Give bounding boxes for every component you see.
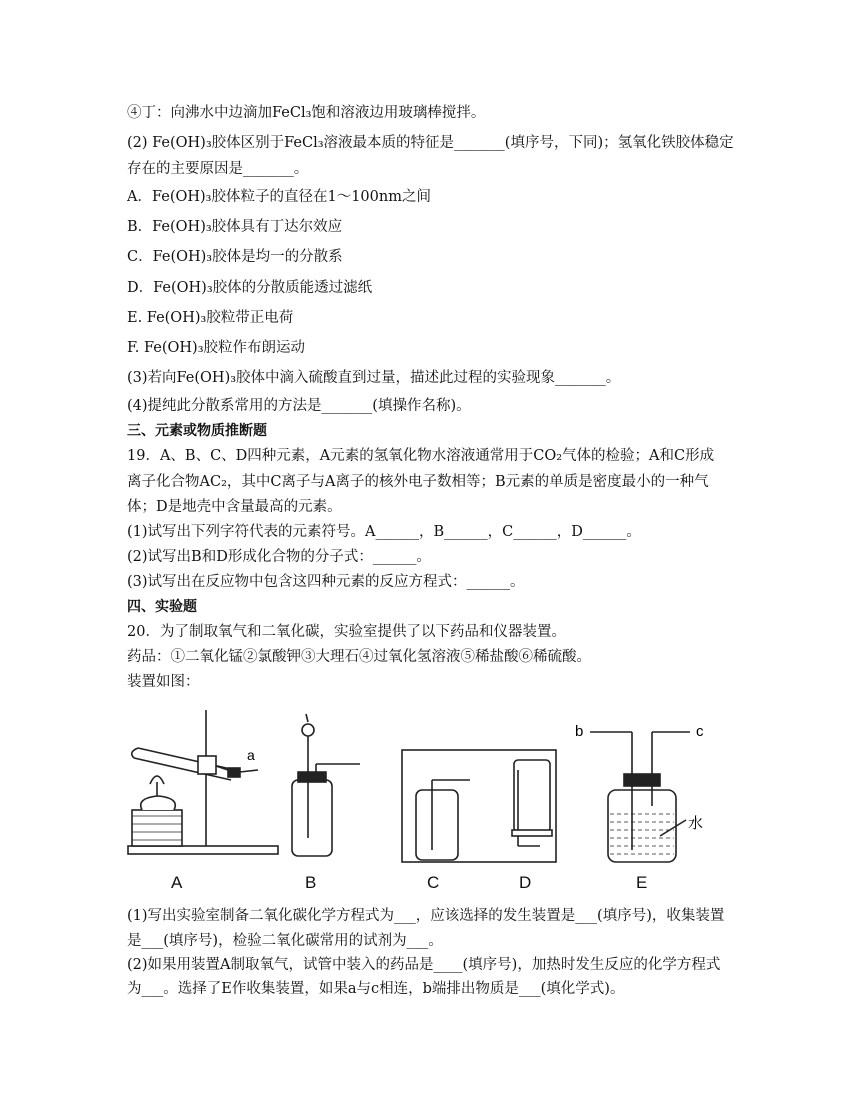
- question-4: (4)提纯此分散系常用的方法是_______(填操作名称)。: [127, 398, 471, 414]
- question-3: (3)若向Fe(OH)₃胶体中滴入硫酸直到过量，描述此过程的实验现象_______。: [127, 370, 621, 386]
- figure-label-e: E: [636, 873, 648, 892]
- option-d: D．Fe(OH)₃胶体的分散质能透过滤纸: [127, 280, 373, 296]
- section-heading: 四、实验题: [127, 599, 197, 615]
- option-b: B．Fe(OH)₃胶体具有丁达尔效应: [127, 219, 343, 235]
- text-line: (3)试写出在反应物中包含这四种元素的反应方程式：______。: [127, 574, 525, 590]
- figure-label-a: A: [171, 873, 183, 892]
- apparatus-figure: [120, 710, 740, 900]
- text-line: 离子化合物AC₂，其中C离子与A离子的核外电子数相等；B元素的单质是密度最小的一种气: [127, 474, 709, 490]
- text-line: (1)写出实验室制备二氧化碳化学方程式为___，应该选择的发生装置是___(填序号)，收集装置: [127, 908, 725, 924]
- text-line: (2)如果用装置A制取氧气，试管中装入的药品是____(填序号)，加热时发生反应的化学方程式: [127, 957, 721, 973]
- figure-label-d: D: [519, 873, 532, 892]
- text-line: 装置如图：: [127, 674, 200, 690]
- water-label: 水: [688, 814, 704, 832]
- text-line: 19．A、B、C、D四种元素，A元素的氢氧化物水溶液通常用于CO₂气体的检验；A和C形成: [127, 448, 715, 464]
- figure-label-c: C: [427, 873, 440, 892]
- section-heading: 三、元素或物质推断题: [127, 423, 267, 439]
- option-c: C．Fe(OH)₃胶体是均一的分散系: [127, 249, 343, 265]
- text-line: (2)试写出B和D形成化合物的分子式：______。: [127, 549, 431, 565]
- text-line: 为___。选择了E作收集装置，如果a与c相连，b端排出物质是___(填化学式)。: [127, 981, 625, 997]
- text-line: 体；D是地壳中含量最高的元素。: [127, 499, 342, 515]
- text-line: 药品：①二氧化锰②氯酸钾③大理石④过氧化氢溶液⑤稀盐酸⑥稀硫酸。: [127, 649, 591, 665]
- tag-a: a: [247, 747, 255, 763]
- text-line: 存在的主要原因是_______。: [127, 161, 309, 177]
- text-line: 20．为了制取氧气和二氧化碳，实验室提供了以下药品和仪器装置。: [127, 624, 566, 640]
- option-e: E. Fe(OH)₃胶粒带正电荷: [127, 310, 294, 326]
- text-line: (2) Fe(OH)₃胶体区别于FeCl₃溶液最本质的特征是_______(填序号，下同)；氢氧化铁胶体稳定: [127, 135, 734, 151]
- tag-b: b: [575, 723, 584, 740]
- text-line: 是___(填序号)，检验二氧化碳常用的试剂为___。: [127, 933, 443, 949]
- option-f: F. Fe(OH)₃胶粒作布朗运动: [127, 340, 306, 356]
- text-line: (1)试写出下列字符代表的元素符号。A______，B______，C______，D______。: [127, 524, 641, 540]
- figure-label-b: B: [305, 873, 317, 892]
- text-line: ④丁：向沸水中边滴加FeCl₃饱和溶液边用玻璃棒搅拌。: [127, 105, 486, 121]
- tag-c: c: [696, 723, 704, 740]
- option-a: A．Fe(OH)₃胶体粒子的直径在1～100nm之间: [127, 189, 431, 205]
